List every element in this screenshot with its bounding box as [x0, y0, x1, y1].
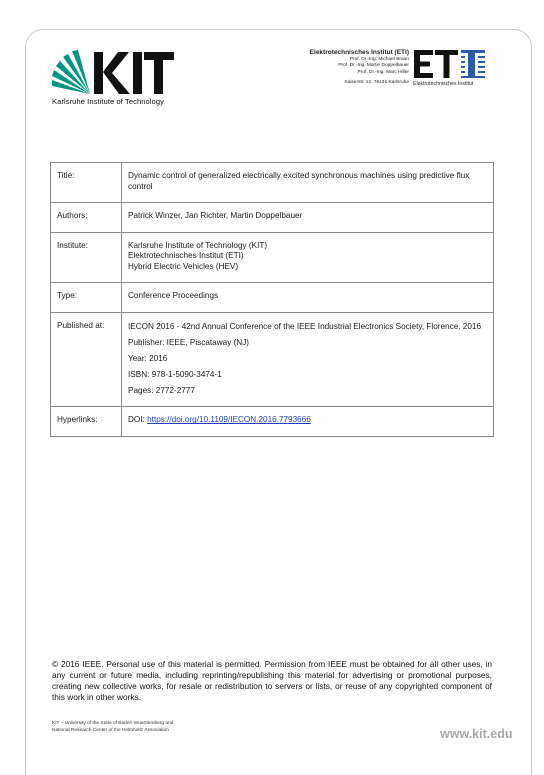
eti-address: Kaiserstr. 12. 76131 Karlsruhe	[344, 80, 409, 86]
table-row	[51, 232, 494, 283]
institute-value	[122, 232, 494, 283]
published-value	[122, 312, 494, 407]
table-row	[51, 312, 494, 407]
institute-line: Elektrotechnisches Institut (ETI)	[128, 251, 244, 260]
hyperlinks-label: Hyperlinks:	[51, 407, 122, 437]
table-row	[51, 203, 494, 233]
table-row	[51, 283, 494, 313]
kit-logo	[52, 50, 174, 96]
published-line: Year: 2016	[128, 353, 168, 363]
kit-subtitle: Karlsruhe Institute of Technology	[52, 97, 164, 106]
title-label: Title:	[51, 163, 122, 203]
institute-line: Hybrid Electric Vehicles (HEV)	[128, 261, 239, 271]
doi-prefix: DOI:	[128, 415, 148, 425]
published-line: Pages: 2772-2777	[128, 385, 195, 395]
institute-label: Institute:	[51, 232, 122, 283]
eti-person: Prof. Dr.-Ing. Michael Braun	[349, 57, 409, 62]
published-line: ISBN: 978-1-5090-3474-1	[128, 369, 222, 379]
eti-address-block	[310, 49, 409, 87]
published-label: Published at:	[51, 312, 122, 407]
eti-logo-subtitle: Elektrotechnisches Institut	[413, 81, 474, 87]
eti-logo	[414, 50, 490, 80]
footer-affiliation	[52, 721, 173, 734]
published-line: IECON 2016 - 42nd Annual Conference of the IEEE Industrial Electronics Society, Florence, 2016	[128, 321, 482, 331]
copyright-notice: © 2016 IEEE. Personal use of this material is permitted. Permission from IEEE must be obtained for all other uses, in any current or future media, including reprinting/republishing this material for advertising or promotional purposes, creating new collective works, for resale or redistribution to servers or lists, or reuse of any copyrighted component of this work in other works.	[52, 659, 492, 702]
table-row	[51, 407, 494, 437]
authors-label: Authors:	[51, 203, 122, 233]
kit-fan-icon	[52, 50, 90, 94]
type-label: Type:	[51, 283, 122, 313]
footer-line: KIT – University of the State of Baden-Wuerttemberg and	[52, 721, 174, 726]
footer-url: www.kit.edu	[440, 727, 513, 741]
metadata-table	[50, 162, 494, 437]
eti-person: Prof. Dr.-Ing. Martin Doppelbauer	[338, 63, 409, 69]
eti-institute-name: Elektrotechnisches Institut (ETI)	[309, 49, 409, 56]
type-value: Conference Proceedings	[122, 283, 494, 313]
kit-letters	[94, 52, 174, 94]
eti-person: Prof. Dr.-Ing. Marc Hiller	[357, 69, 409, 75]
title-value: Dynamic control of generalized electrically excited synchronous machines using predictive flux control	[122, 163, 494, 203]
eti-stripes-icon	[461, 50, 485, 78]
authors-value: Patrick Winzer, Jan Richter, Martin Doppelbauer	[122, 203, 494, 233]
institute-line: Karlsruhe Institute of Technology (KIT)	[128, 240, 268, 250]
hyperlinks-value	[122, 407, 494, 437]
published-line: Publisher: IEEE, Piscataway (NJ)	[128, 337, 250, 347]
doi-link[interactable]: https://doi.org/10.1109/IECON.2016.7793666	[147, 415, 311, 425]
footer-line: National Research Center of the Helmholtz Association	[52, 727, 169, 733]
table-row	[51, 163, 494, 203]
